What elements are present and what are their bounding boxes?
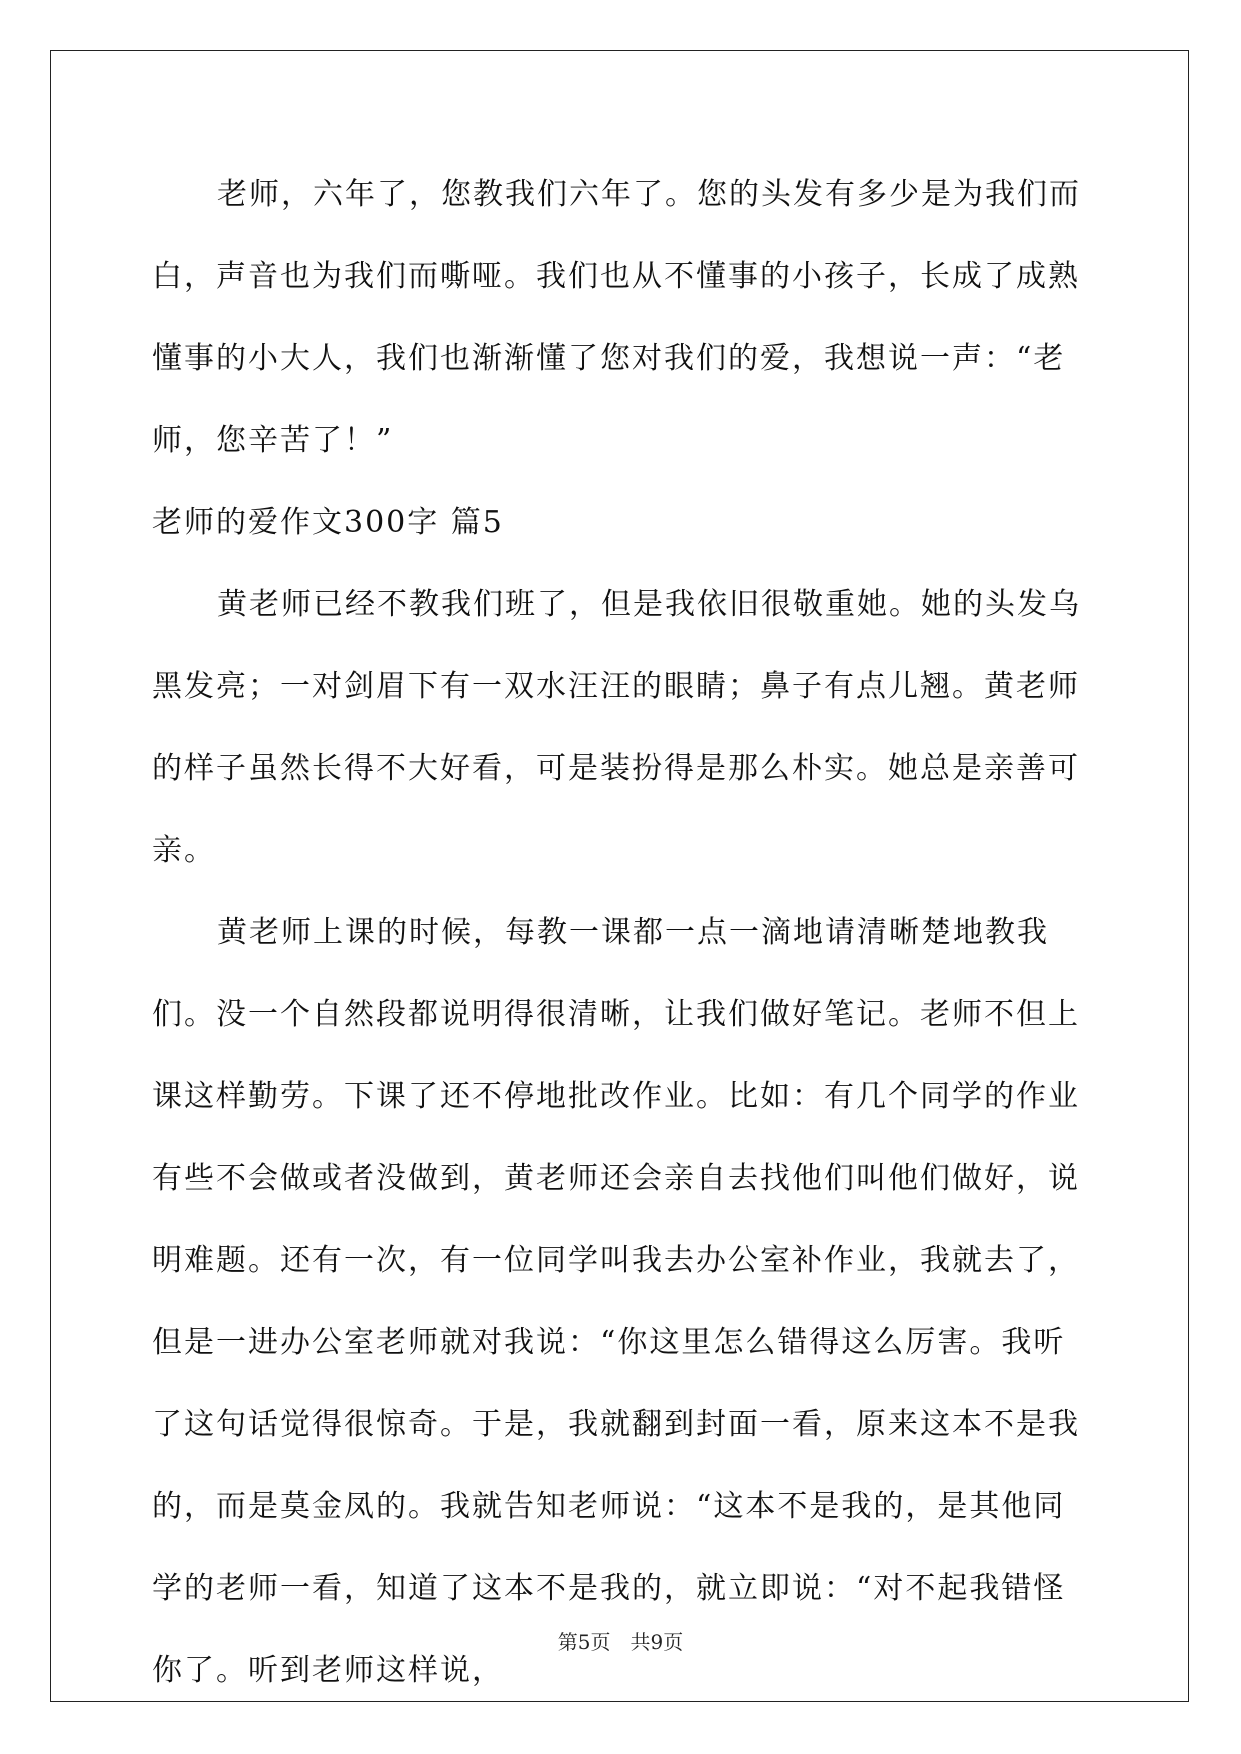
paragraph-2: 黄老师已经不教我们班了，但是我依旧很敬重她。她的头发乌黑发亮；一对剑眉下有一双水汪汪的眼睛；鼻子有点儿翘。黄老师的样子虽然长得不大好看，可是装扮得是那么朴实。她总是亲善可亲。: [152, 587, 1081, 868]
paragraph-1: 老师，六年了，您教我们六年了。您的头发有多少是为我们而白，声音也为我们而嘶哑。我们也从不懂事的小孩子，长成了成熟懂事的小大人，我们也渐渐懂了您对我们的爱，我想说一声：“老师，您辛苦了！”: [152, 177, 1081, 458]
page-number-footer: 第5页 共9页: [557, 1630, 684, 1654]
paragraph-3: 黄老师上课的时候，每教一课都一点一滴地请清晰楚地教我们。没一个自然段都说明得很清晰，让我们做好笔记。老师不但上课这样勤劳。下课了还不停地批改作业。比如：有几个同学的作业有些不会做或者没做到，黄老师还会亲自去找他们叫他们做好，说明难题。还有一次，有一位同学叫我去办公室补作业，我就去了，但是一进办公室老师就对我说：“你这里怎么错得这么厉害。我听了这句话觉得很惊奇。于是，我就翻到封面一看，原来这本不是我的，而是莫金凤的。我就告知老师说：“这本不是我的，是其他同学的老师一看，知道了这本不是我的，就立即说：“对不起我错怪你了。听到老师这样说，: [152, 915, 1080, 1688]
document-body: [152, 154, 1092, 1712]
section-heading: 老师的爱作文300字 篇5: [152, 505, 504, 540]
